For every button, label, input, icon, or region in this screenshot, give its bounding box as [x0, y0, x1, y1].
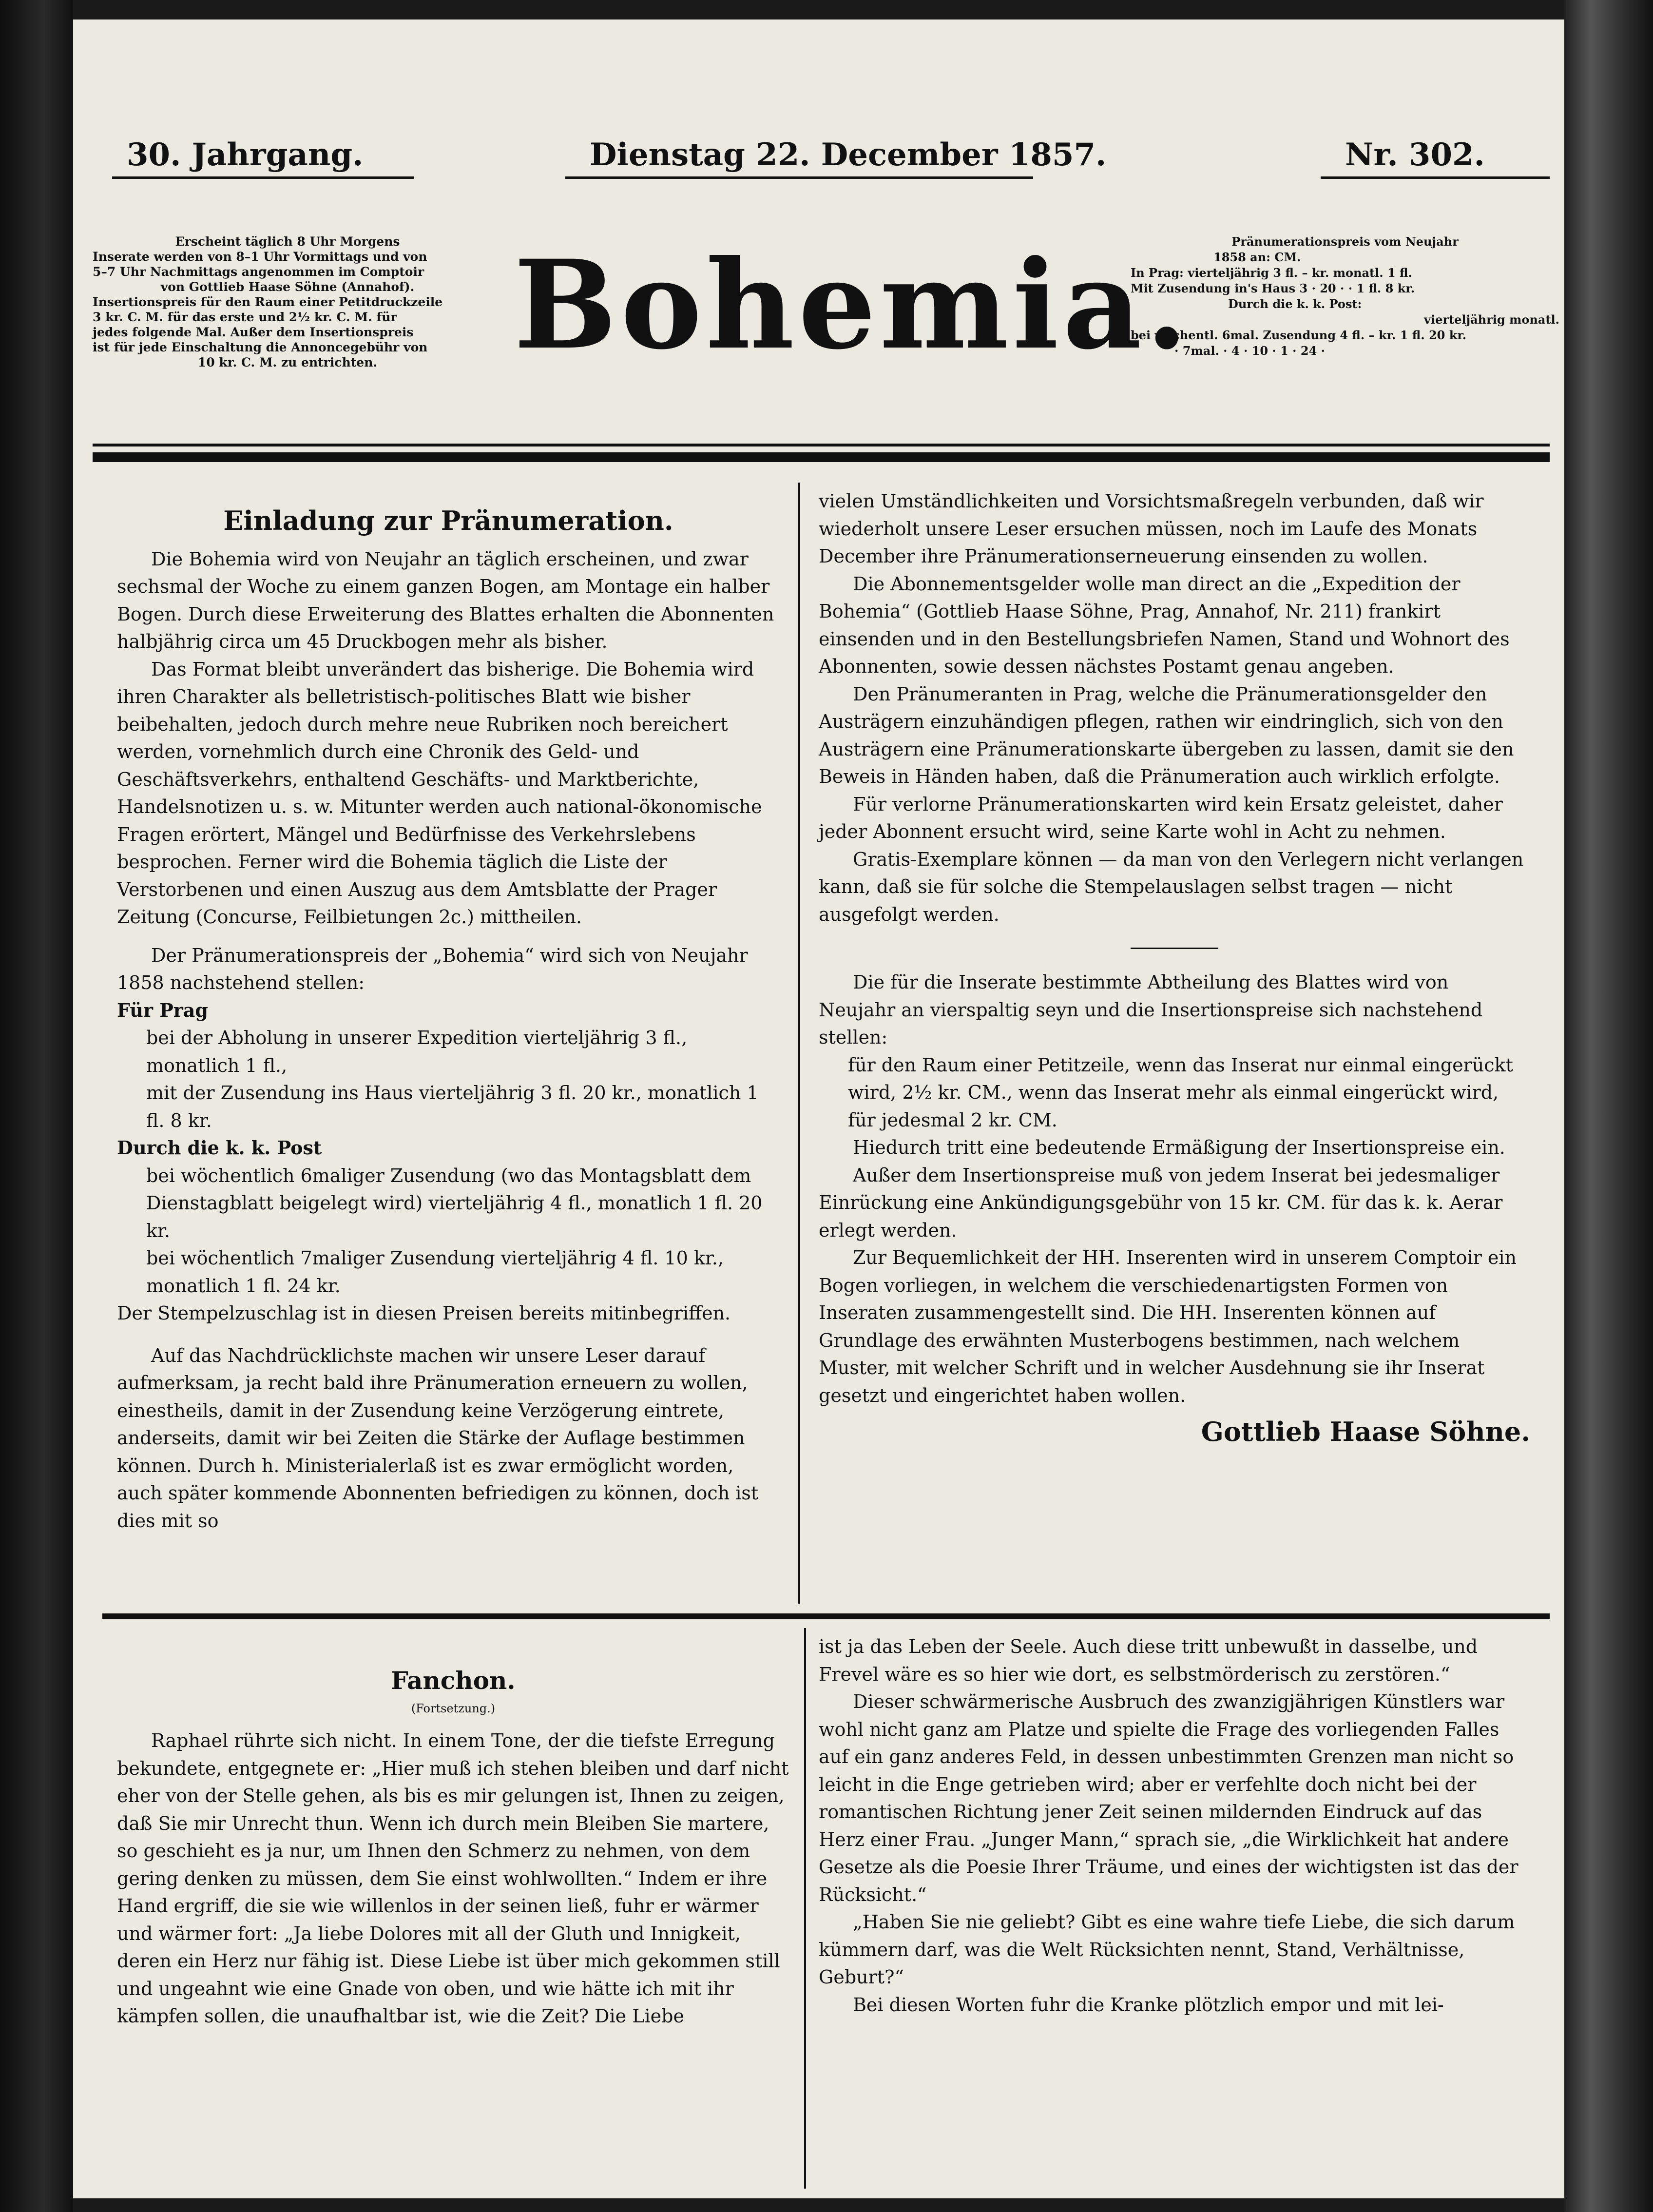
left-column — [117, 507, 780, 1534]
feuilleton-rule — [102, 1613, 1550, 1619]
right-para-7: für den Raum einer Petitzeile, wenn das Inserat nur einmal eingerückt wird, 2½ kr. CM., wenn das Inserat mehr als einmal eingerückt wird, für jedesmal 2 kr. CM. — [848, 1054, 1513, 1131]
rule-year — [112, 176, 414, 179]
right-para-3: Den Pränumeranten in Prag, welche die Pränumerationsgelder den Austrägern einzuhändigen pflegen, rathen wir eindringlich, sich von den Austrägern eine Pränumerationskarte übergeben zu lassen, damit sie den Beweis in Händen haben, daß die Pränumeration auch wirklich erfolgte. — [819, 683, 1514, 787]
newspaper-page — [73, 19, 1564, 2198]
column-divider — [798, 483, 800, 1604]
right-para-9: Außer dem Insertionspreise muß von jedem Inserat bei jedesmaliger Einrückung eine Ankündigungsgebühr von 15 kr. CM. für das k. k. Aerar erlegt werden. — [819, 1164, 1503, 1241]
rule-number — [1321, 176, 1550, 179]
issue-date: Dienstag 22. December 1857. — [590, 136, 1107, 173]
short-divider — [1131, 948, 1218, 949]
price-line-delivery: mit der Zusendung ins Haus vierteljährig 3 fl. 20 kr., monatlich 1 fl. 8 kr. — [146, 1082, 759, 1131]
feuilleton-right-3: „Haben Sie nie geliebt? Gibt es eine wahre tiefe Liebe, die sich darum kümmern darf, was die Welt Rücksichten nennt, Stand, Verhältnisse, Geburt?“ — [819, 1911, 1515, 1988]
year-label: 30. Jahrgang. — [127, 136, 364, 173]
announcement-para-1: Die Bohemia wird von Neujahr an täglich erscheinen, und zwar sechsmal der Woche zu einem ganzen Bogen, am Montage ein halber Bogen. Durch diese Erweiterung des Blattes erhalten die Abonnenten halbjährig circa um 45 Druckbogen mehr als bisher. — [117, 548, 774, 652]
issue-number: Nr. 302. — [1345, 136, 1485, 173]
publisher-signature: Gottlieb Haase Söhne. — [1201, 1416, 1530, 1447]
price-line-prague: Für Prag — [117, 999, 208, 1021]
feuilleton-right-2: Dieser schwärmerische Ausbruch des zwanzigjährigen Künstlers war wohl nicht ganz am Platze und spielte die Frage des vorliegenden Falles auf ein ganz anderes Feld, in dessen unbestimmten Grenzen man nicht so leicht in die Enge getrieben wird; aber er verfehlte doch nicht bei der romantischen Richtung jener Zeit seinen mildernden Eindruck auf das Herz einer Frau. „Junger Mann,“ sprach sie, „die Wirklichkeit hat andere Gesetze als die Poesie Ihrer Träume, und eines der wichtigsten ist das der Rücksicht.“ — [819, 1691, 1518, 1905]
feuilleton-divider — [804, 1628, 806, 2189]
right-para-5: Gratis-Exemplare können — da man von den Verlegern nicht verlangen kann, daß sie für solche die Stempelauslagen selbst tragen — nicht ausgefolgt werden. — [819, 848, 1524, 925]
announcement-para-3: Der Pränumerationspreis der „Bohemia“ wird sich von Neujahr 1858 nachstehend stellen: — [117, 944, 748, 993]
feuilleton-left — [117, 1667, 789, 2030]
page-gutter — [0, 0, 73, 2212]
right-para-8: Hiedurch tritt eine bedeutende Ermäßigung der Insertionspreise ein. — [853, 1137, 1505, 1158]
subscription-price-table: Pränumerationspreis vom Neujahr 1858 an: CM. In Prag: vierteljährig 3 fl. – kr. monatl. 1 fl. Mit Zusendung in's Haus 3 · 20 · · 1 fl. 8 kr. Durch die k. k. Post: vierteljährig monatl. bei wöchentl. 6mal. Zusendung 4 fl. – kr. 1 fl. 20 kr. · 7mal. · 4 · 10 · 1 · 24 · — [1131, 234, 1559, 358]
price-line-stamp: Der Stempelzuschlag ist in diesen Preisen bereits mitinbegriffen. — [117, 1302, 731, 1324]
masthead-rule-bottom — [93, 452, 1550, 462]
right-para-4: Für verlorne Pränumerationskarten wird kein Ersatz geleistet, daher jeder Abonnent ersucht wird, seine Karte wohl in Acht zu nehmen. — [819, 793, 1503, 842]
right-para-1: vielen Umständlichkeiten und Vorsichtsmaßregeln verbunden, daß wir wiederholt unsere Leser ersuchen müssen, noch im Laufe des Monats December ihre Pränumerationserneuerung einsenden zu wollen. — [819, 490, 1484, 567]
publication-info: Erscheint täglich 8 Uhr Morgens Inserate werden von 8–1 Uhr Vormittags und von 5–7 Uhr Nachmittags angenommen im Comptoir von Gottlieb Haase Söhne (Annahof). Insertionspreis für den Raum einer Petitdruckzeile 3 kr. C. M. für das erste und 2½ kr. C. M. für jedes folgende Mal. Außer dem Insertionspreis ist für jede Einschaltung die Annoncegebühr von 10 kr. C. M. zu entrichten. — [93, 234, 443, 369]
price-line-7mal: bei wöchentlich 7maliger Zusendung vierteljährig 4 fl. 10 kr., monatlich 1 fl. 24 kr. — [146, 1247, 724, 1297]
right-para-6: Die für die Inserate bestimmte Abtheilung des Blattes wird von Neujahr an vierspaltig seyn und die Insertionspreise sich nachstehend stellen: — [819, 971, 1483, 1048]
announcement-title: Einladung zur Pränumeration. — [223, 505, 673, 536]
feuilleton-right — [819, 1633, 1530, 2018]
feuilleton-left-text: Raphael rührte sich nicht. In einem Tone, der die tiefste Erregung bekundete, entgegnete er: „Hier muß ich stehen bleiben und darf nicht eher von der Stelle gehen, als bis es mir gelungen ist, Ihnen zu zeigen, daß Sie mir Unrecht thun. Wenn ich durch mein Bleiben Sie martere, so geschieht es ja nur, um Ihnen den Schmerz zu nehmen, von dem gering denken zu müssen, dem Sie einst wohlwollten.“ Indem er ihre Hand ergriff, die sie wie willenlos in der seinen ließ, fuhr er wärmer und wärmer fort: „Ja liebe Dolores mit all der Gluth und Innigkeit, deren ein Herz nur fähig ist. Diese Liebe ist über mich gekommen still und ungeahnt wie eine Gnade von oben, und wie hätte ich mit ihr kämpfen sollen, die unaufhaltbar ist, wie die Zeit? Die Liebe — [117, 1730, 789, 2027]
feuilleton-subtitle: (Fortsetzung.) — [411, 1701, 496, 1715]
announcement-para-4: Auf das Nachdrücklichste machen wir unsere Leser darauf aufmerksam, ja recht bald ihre Pränumeration erneuern zu wollen, einestheils, damit in der Zusendung keine Verzögerung eintrete, anderseits, damit wir bei Zeiten die Stärke der Auflage bestimmen können. Durch h. Ministerialerlaß ist es zwar ermöglicht worden, auch später kommende Abonnenten befriedigen zu können, doch ist dies mit so — [117, 1344, 759, 1532]
masthead-rule-top — [93, 444, 1550, 446]
price-line-post: Durch die k. k. Post — [117, 1137, 322, 1159]
announcement-para-2: Das Format bleibt unverändert das bisherige. Die Bohemia wird ihren Charakter als belletristisch-politisches Blatt wie bisher beibehalten, jedoch durch mehre neue Rubriken noch bereichert werden, vornehmlich durch eine Chronik des Geld- und Geschäftsverkehrs, enthaltend Geschäfts- und Marktberichte, Handelsnotizen u. s. w. Mitunter werden auch national-ökonomische Fragen erörtert, Mängel und Bedürfnisse des Verkehrslebens besprochen. Ferner wird die Bohemia täglich die Liste der Verstorbenen und einen Auszug aus dem Amtsblatte der Prager Zeitung (Concurse, Feilbietungen 2c.) mittheilen. — [117, 658, 762, 928]
price-line-pickup: bei der Abholung in unserer Expedition vierteljährig 3 fl., monatlich 1 fl., — [146, 1027, 688, 1076]
masthead-title: Bohemia. — [514, 233, 1192, 376]
feuilleton-title: Fanchon. — [391, 1666, 516, 1695]
right-column — [819, 487, 1530, 1446]
feuilleton-right-4: Bei diesen Worten fuhr die Kranke plötzlich empor und mit lei- — [853, 1994, 1444, 2016]
right-page-edge — [1564, 0, 1653, 2212]
right-para-2: Die Abonnementsgelder wolle man direct an die „Expedition der Bohemia“ (Gottlieb Haase Söhne, Prag, Annahof, Nr. 211) frankirt einsenden und in den Bestellungsbriefen Namen, Stand und Wohnort des Abonnenten, sowie dessen nächstes Postamt genau angeben. — [819, 573, 1510, 677]
right-para-10: Zur Bequemlichkeit der HH. Inserenten wird in unserem Comptoir ein Bogen vorliegen, in welchem die verschiedenartigsten Formen von Inseraten zusammengestellt sind. Die HH. Inserenten können auf Grundlage des erwähnten Musterbogens bestimmen, nach welchem Muster, mit welcher Schrift und in welcher Ausdehnung sie ihr Inserat gesetzt und eingerichtet haben wollen. — [819, 1247, 1517, 1406]
feuilleton-right-1: ist ja das Leben der Seele. Auch diese tritt unbewußt in dasselbe, und Frevel wäre es so hier wie dort, es selbstmörderisch zu zerstören.“ — [819, 1636, 1478, 1685]
price-line-6mal: bei wöchentlich 6maliger Zusendung (wo das Montagsblatt dem Dienstagblatt beigelegt wird) vierteljährig 4 fl., monatlich 1 fl. 20 kr. — [146, 1164, 763, 1242]
rule-date — [565, 176, 1033, 179]
